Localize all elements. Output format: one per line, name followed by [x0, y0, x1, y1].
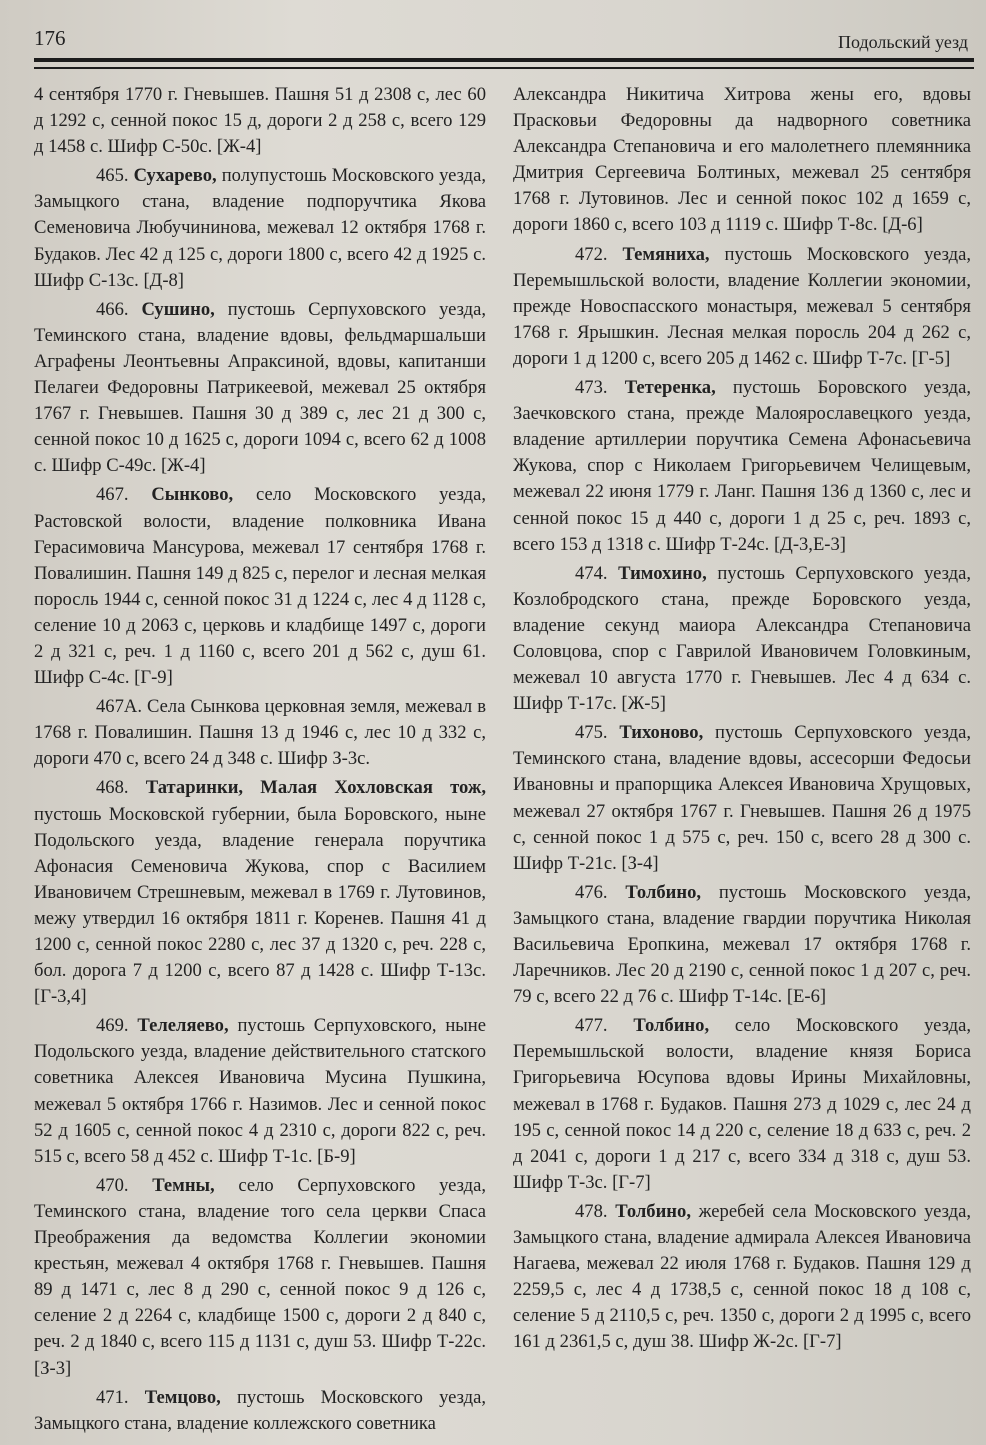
place-name: Толбино,: [625, 881, 702, 903]
place-name: Татаринки, Малая Хохловская тож,: [145, 777, 486, 799]
entry-text: село Серпуховского уезда, Теминского стана, владение того села церкви Спаса Преображения да ведомства Коллегии экономии крестьян, межевал 4 октября 1768 г. Гневышев. Пашня 89 д 1471 с, лес 8 д 290 с, сенной покос 9 д 126 с, селение 2 д 2264 с, кладбище 1500 с, дороги 2 д 840 с, реч. 2 д 1840 с, всего 115 д 1131 с, душ 53. Шифр Т-22с. [З-3]: [34, 1174, 487, 1379]
running-title: Подольский уезд: [837, 32, 968, 52]
entry-paragraph: [513, 561, 971, 718]
entry-text: пустошь Серпуховского, ныне Подольского уезда, владение действительного статского советника Алексея Ивановича Мусина Пушкина, межевал 5 октября 1766 г. Назимов. Лес и сенной покос 52 д 1605 с, сенной покос 4 д 2310 с, дороги 822 с, реч. 515 с, всего 58 д 452 с. Шифр Т-1с. [Б-9]: [34, 1015, 486, 1167]
place-name: Тихоново,: [619, 722, 704, 744]
place-name: Темцово,: [144, 1386, 221, 1408]
entry-paragraph: [34, 297, 486, 480]
entry-text: пустошь Серпуховского уезда, Козлобродского стана, прежде Боровского уезда, владение секунд маиора Александра Степановича Соловцова, спор с Гаврилой Ивановичем Головкиным, межевал 10 августа 1770 г. Гневышев. Лес 4 д 634 с. Шифр Т-17с. [Ж-5]: [513, 562, 971, 715]
continued-paragraph: [513, 82, 971, 239]
entry-number: 468.: [96, 777, 129, 799]
header-rule-thick: [34, 58, 974, 62]
entry-paragraph: [34, 163, 486, 293]
entry-paragraph: [34, 1013, 486, 1170]
entry-text: жеребей села Московского уезда, Замыцкого стана, владение адмирала Алексея Ивановича Нагаева, межевал 22 июля 1768 г. Будаков. Пашня 129 д 2259,5 с, лес 4 д 1738,5 с, сенной покос 18 д 108 с, селение 5 д 2110,5 с, реч. 1350 с, дороги 2 д 1995 с, всего 161 д 2361,5 с, душ 38. Шифр Ж-2с. [Г-7]: [513, 1200, 971, 1353]
right-column: [513, 82, 971, 1359]
entry-paragraph: [513, 1013, 971, 1196]
entry-text: Села Сынкова церковная земля, межевал в 1768 г. Повалишин. Пашня 13 д 1946 с, лес 10 д 332 с, дороги 470 с, всего 24 д 348 с. Шифр З-3с.: [34, 696, 486, 770]
entry-number: 469.: [96, 1015, 129, 1037]
place-name: Темны,: [152, 1174, 215, 1196]
entry-text: полупустошь Московского уезда, Замыцкого стана, владение подпоручтика Якова Семеновича Любучининова, межевал 12 октября 1768 г. Будаков. Лес 42 д 125 с, дороги 1800 с, всего 42 д 1925 с. Шифр С-13с. [Д-8]: [34, 165, 486, 291]
entry-number: 474.: [575, 562, 608, 584]
entry-text: пустошь Московского уезда, Замыцкого стана, владение коллежского советника: [34, 1386, 486, 1434]
entry-number: 467.: [96, 484, 129, 506]
entry-number: 471.: [96, 1386, 129, 1408]
left-column: [34, 82, 486, 1440]
entry-number: 465.: [96, 165, 129, 187]
entry-paragraph: [513, 720, 971, 877]
entry-number: 473.: [575, 377, 608, 399]
entry-text: село Московского уезда, Растовской волости, владение полковника Ивана Герасимовича Мансурова, межевал 17 сентября 1768 г. Повалишин. Пашня 149 д 825 с, перелог и лесная мелкая поросль 1944 с, сенной покос 31 д 1224 с, лес 4 д 1128 с, селение 10 д 2063 с, церковь и кладбище 1497 с, дороги 2 д 321 с, реч. 1 д 1160 с, всего 201 д 562 с, душ 61. Шифр С-4с. [Г-9]: [34, 484, 487, 689]
place-name: Сухарево,: [133, 165, 217, 187]
place-name: Сынково,: [151, 484, 234, 506]
place-name: Толбино,: [633, 1015, 710, 1037]
entry-paragraph: [513, 1199, 971, 1356]
header-rule-thin: [34, 67, 974, 69]
entry-number: 467А.: [96, 696, 142, 718]
entry-text: пустошь Московской губернии, была Боровского, ныне Подольского уезда, владение генерала поручтика Афонасия Семеновича Жукова, спор с Василием Ивановичем Стрешневым, межевал в 1769 г. Лутовинов, межу утвердил 16 октября 1811 г. Коренев. Пашня 41 д 1200 с, сенной покос 2280 с, лес 37 д 1320 с, реч. 228 с, бол. дорога 7 д 1200 с, всего 87 д 1428 с. Шифр Т-13с. [Г-3,4]: [34, 803, 486, 1008]
continued-paragraph: [34, 82, 486, 160]
entry-number: 470.: [96, 1174, 129, 1196]
entry-paragraph: [34, 482, 486, 691]
place-name: Тимохино,: [618, 562, 707, 584]
place-name: Темяниха,: [622, 243, 710, 265]
place-name: Тетеренка,: [624, 377, 716, 399]
entry-text: пустошь Московского уезда, Перемышльской волости, владение Коллегии экономии, прежде Новоспасского монастыря, межевал 5 сентября 1768 г. Ярышкин. Лесная мелкая поросль 204 д 262 с, дороги 1 д 1200 с, всего 205 д 1462 с. Шифр Т-7с. [Г-5]: [513, 243, 971, 369]
entry-paragraph: [513, 242, 971, 372]
entry-paragraph: [513, 880, 971, 1010]
entry-number: 475.: [575, 722, 608, 744]
entry-paragraph: [34, 1385, 486, 1437]
place-name: Телеляево,: [137, 1015, 229, 1037]
place-name: Толбино,: [615, 1200, 691, 1222]
entry-paragraph: [34, 694, 486, 772]
entry-text: Александра Никитича Хитрова жены его, вдовы Прасковьи Федоровны да надворного советника Александра Степановича и его малолетнего племянника Дмитрия Сергеевича Болтиных, межевал 25 сентября 1768 г. Лутовинов. Лес и сенной покос 102 д 1659 с, дороги 1860 с, всего 103 д 1119 с. Шифр Т-8с. [Д-6]: [513, 84, 971, 236]
entry-paragraph: [513, 375, 971, 558]
entry-text: пустошь Боровского уезда, Заечковского стана, прежде Малоярославецкого уезда, владение артиллерии поручтика Семена Афонасьевича Жукова, спор с Николаем Григорьевичем Челищевым, межевал 22 июня 1779 г. Ланг. Пашня 136 д 1360 с, лес и сенной покос 15 д 440 с, дороги 1 д 25 с, реч. 1893 с, всего 153 д 1318 с. Шифр Т-24с. [Д-3,Е-3]: [513, 377, 971, 555]
entry-text: пустошь Серпуховского уезда, Теминского стана, владение вдовы, фельдмаршальши Аграфены Леонтьевны Апраксиной, вдовы, капитанши Пелагеи Федоровны Патрикеевой, межевал 25 октября 1767 г. Гневышев. Пашня 30 д 389 с, лес 21 д 300 с, сенной покос 10 д 1625 с, дороги 1094 с, всего 62 д 1008 с. Шифр С-49с. [Ж-4]: [34, 298, 486, 477]
entry-number: 466.: [96, 298, 129, 320]
entry-text: 4 сентября 1770 г. Гневышев. Пашня 51 д 2308 с, лес 60 д 1292 с, сенной покос 15 д, дороги 2 д 258 с, всего 129 д 1458 с. Шифр С-50с. [Ж-4]: [34, 84, 486, 158]
place-name: Сушино,: [141, 298, 215, 320]
page-number: 176: [34, 26, 66, 50]
entry-number: 477.: [575, 1015, 608, 1037]
entry-number: 476.: [575, 881, 608, 903]
entry-number: 478.: [575, 1200, 608, 1222]
entry-paragraph: [34, 1173, 486, 1382]
entry-number: 472.: [575, 243, 608, 265]
entry-paragraph: [34, 775, 486, 1010]
entry-text: пустошь Серпуховского уезда, Теминского стана, владение вдовы, ассесорши Федосьи Ивановны и прапорщика Алексея Ивановича Хрущовых, межевал 27 октября 1767 г. Гневышев. Пашня 26 д 1975 с, сенной покос 1 д 575 с, реч. 150 с, всего 28 д 300 с. Шифр Т-21с. [З-4]: [513, 722, 971, 874]
entry-text: село Московского уезда, Перемышльской волости, владение князя Бориса Григорьевича Юсупова вдовы Ирины Михайловны, межевал в 1768 г. Будаков. Пашня 273 д 1029 с, лес 24 д 195 с, сенной покос 14 д 220 с, селение 18 д 633 с, реч. 2 д 2041 с, дороги 1 д 217 с, всего 334 д 318 с, душ 53. Шифр Т-3с. [Г-7]: [513, 1015, 972, 1193]
entry-text: пустошь Московского уезда, Замыцкого стана, владение гвардии поручтика Николая Васильевича Еропкина, межевал 17 октября 1768 г. Ларечников. Лес 20 д 2190 с, сенной покос 1 д 207 с, реч. 79 с, всего 22 д 76 с. Шифр Т-14с. [Е-6]: [513, 881, 971, 1008]
